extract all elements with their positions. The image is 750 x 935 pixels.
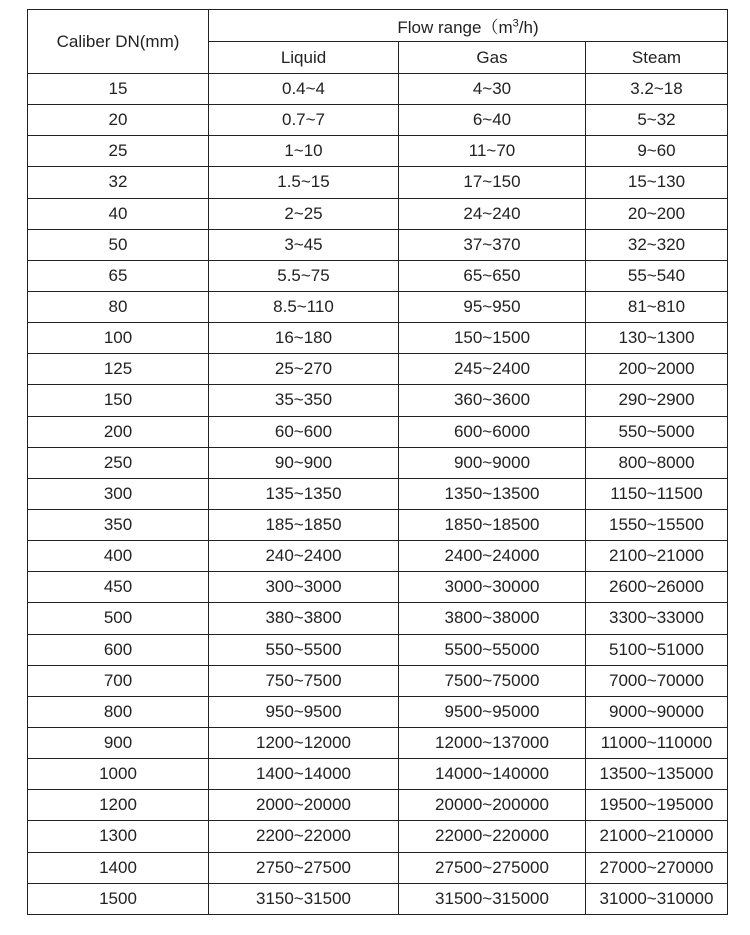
steam-cell: 55~540 bbox=[586, 260, 728, 291]
table-row bbox=[28, 572, 728, 603]
liquid-cell: 950~9500 bbox=[209, 696, 399, 727]
steam-cell: 9~60 bbox=[586, 136, 728, 167]
table-row bbox=[28, 821, 728, 852]
steam-cell: 13500~135000 bbox=[586, 759, 728, 790]
gas-cell: 37~370 bbox=[399, 229, 586, 260]
caliber-cell: 32 bbox=[28, 167, 209, 198]
flow-range-superscript: 3 bbox=[512, 17, 519, 30]
caliber-cell: 100 bbox=[28, 323, 209, 354]
liquid-header: Liquid bbox=[209, 42, 399, 74]
flow-range-table bbox=[27, 9, 728, 915]
steam-cell: 7000~70000 bbox=[586, 665, 728, 696]
table-row bbox=[28, 478, 728, 509]
gas-cell: 9500~95000 bbox=[399, 696, 586, 727]
gas-cell: 3000~30000 bbox=[399, 572, 586, 603]
gas-cell: 360~3600 bbox=[399, 385, 586, 416]
liquid-cell: 380~3800 bbox=[209, 603, 399, 634]
steam-cell: 3.2~18 bbox=[586, 74, 728, 105]
liquid-cell: 2000~20000 bbox=[209, 790, 399, 821]
gas-cell: 2400~24000 bbox=[399, 541, 586, 572]
steam-cell: 2600~26000 bbox=[586, 572, 728, 603]
steam-cell: 31000~310000 bbox=[586, 883, 728, 914]
table-row bbox=[28, 727, 728, 758]
caliber-cell: 50 bbox=[28, 229, 209, 260]
steam-cell: 15~130 bbox=[586, 167, 728, 198]
table-row bbox=[28, 354, 728, 385]
caliber-cell: 65 bbox=[28, 260, 209, 291]
liquid-cell: 3~45 bbox=[209, 229, 399, 260]
gas-cell: 3800~38000 bbox=[399, 603, 586, 634]
caliber-cell: 80 bbox=[28, 291, 209, 322]
liquid-cell: 0.4~4 bbox=[209, 74, 399, 105]
flow-range-header bbox=[209, 10, 728, 42]
gas-cell: 150~1500 bbox=[399, 323, 586, 354]
steam-cell: 19500~195000 bbox=[586, 790, 728, 821]
steam-cell: 550~5000 bbox=[586, 416, 728, 447]
table-row bbox=[28, 634, 728, 665]
caliber-cell: 450 bbox=[28, 572, 209, 603]
liquid-cell: 2200~22000 bbox=[209, 821, 399, 852]
liquid-cell: 5.5~75 bbox=[209, 260, 399, 291]
caliber-cell: 1400 bbox=[28, 852, 209, 883]
caliber-cell: 20 bbox=[28, 105, 209, 136]
table-row bbox=[28, 541, 728, 572]
liquid-cell: 1200~12000 bbox=[209, 727, 399, 758]
gas-cell: 900~9000 bbox=[399, 447, 586, 478]
caliber-cell: 15 bbox=[28, 74, 209, 105]
table-row bbox=[28, 852, 728, 883]
steam-cell: 3300~33000 bbox=[586, 603, 728, 634]
table-row bbox=[28, 790, 728, 821]
liquid-cell: 240~2400 bbox=[209, 541, 399, 572]
caliber-cell: 350 bbox=[28, 509, 209, 540]
liquid-cell: 185~1850 bbox=[209, 509, 399, 540]
caliber-cell: 1300 bbox=[28, 821, 209, 852]
caliber-cell: 600 bbox=[28, 634, 209, 665]
liquid-cell: 550~5500 bbox=[209, 634, 399, 665]
liquid-cell: 16~180 bbox=[209, 323, 399, 354]
table-row bbox=[28, 665, 728, 696]
gas-cell: 12000~137000 bbox=[399, 727, 586, 758]
table-row bbox=[28, 136, 728, 167]
gas-header: Gas bbox=[399, 42, 586, 74]
gas-cell: 6~40 bbox=[399, 105, 586, 136]
gas-cell: 27500~275000 bbox=[399, 852, 586, 883]
caliber-cell: 900 bbox=[28, 727, 209, 758]
steam-header: Steam bbox=[586, 42, 728, 74]
steam-cell: 9000~90000 bbox=[586, 696, 728, 727]
steam-cell: 20~200 bbox=[586, 198, 728, 229]
liquid-cell: 2~25 bbox=[209, 198, 399, 229]
gas-cell: 11~70 bbox=[399, 136, 586, 167]
steam-cell: 130~1300 bbox=[586, 323, 728, 354]
caliber-header: Caliber DN(mm) bbox=[28, 10, 209, 74]
gas-cell: 1850~18500 bbox=[399, 509, 586, 540]
caliber-cell: 400 bbox=[28, 541, 209, 572]
gas-cell: 4~30 bbox=[399, 74, 586, 105]
steam-cell: 1550~15500 bbox=[586, 509, 728, 540]
table-row bbox=[28, 883, 728, 914]
table-row bbox=[28, 198, 728, 229]
caliber-cell: 300 bbox=[28, 478, 209, 509]
caliber-cell: 200 bbox=[28, 416, 209, 447]
caliber-cell: 500 bbox=[28, 603, 209, 634]
steam-cell: 1150~11500 bbox=[586, 478, 728, 509]
gas-cell: 245~2400 bbox=[399, 354, 586, 385]
liquid-cell: 135~1350 bbox=[209, 478, 399, 509]
steam-cell: 290~2900 bbox=[586, 385, 728, 416]
table-row bbox=[28, 416, 728, 447]
liquid-cell: 8.5~110 bbox=[209, 291, 399, 322]
header-row-1 bbox=[28, 10, 728, 42]
gas-cell: 17~150 bbox=[399, 167, 586, 198]
flow-range-prefix: Flow range（m bbox=[397, 18, 513, 37]
gas-cell: 22000~220000 bbox=[399, 821, 586, 852]
steam-cell: 27000~270000 bbox=[586, 852, 728, 883]
caliber-cell: 150 bbox=[28, 385, 209, 416]
caliber-cell: 1500 bbox=[28, 883, 209, 914]
steam-cell: 21000~210000 bbox=[586, 821, 728, 852]
gas-cell: 1350~13500 bbox=[399, 478, 586, 509]
table-row bbox=[28, 603, 728, 634]
table-row bbox=[28, 323, 728, 354]
liquid-cell: 25~270 bbox=[209, 354, 399, 385]
liquid-cell: 750~7500 bbox=[209, 665, 399, 696]
caliber-cell: 40 bbox=[28, 198, 209, 229]
liquid-cell: 300~3000 bbox=[209, 572, 399, 603]
gas-cell: 31500~315000 bbox=[399, 883, 586, 914]
table-row bbox=[28, 291, 728, 322]
liquid-cell: 3150~31500 bbox=[209, 883, 399, 914]
caliber-cell: 1200 bbox=[28, 790, 209, 821]
steam-cell: 5~32 bbox=[586, 105, 728, 136]
table-row bbox=[28, 167, 728, 198]
flow-range-suffix: /h) bbox=[518, 18, 539, 37]
liquid-cell: 1~10 bbox=[209, 136, 399, 167]
liquid-cell: 90~900 bbox=[209, 447, 399, 478]
gas-cell: 20000~200000 bbox=[399, 790, 586, 821]
table-body bbox=[28, 74, 728, 915]
gas-cell: 65~650 bbox=[399, 260, 586, 291]
liquid-cell: 0.7~7 bbox=[209, 105, 399, 136]
liquid-cell: 35~350 bbox=[209, 385, 399, 416]
steam-cell: 2100~21000 bbox=[586, 541, 728, 572]
caliber-cell: 1000 bbox=[28, 759, 209, 790]
table-row bbox=[28, 105, 728, 136]
steam-cell: 800~8000 bbox=[586, 447, 728, 478]
caliber-cell: 125 bbox=[28, 354, 209, 385]
steam-cell: 5100~51000 bbox=[586, 634, 728, 665]
table-row bbox=[28, 74, 728, 105]
gas-cell: 95~950 bbox=[399, 291, 586, 322]
caliber-cell: 250 bbox=[28, 447, 209, 478]
steam-cell: 81~810 bbox=[586, 291, 728, 322]
table-row bbox=[28, 509, 728, 540]
caliber-cell: 700 bbox=[28, 665, 209, 696]
gas-cell: 14000~140000 bbox=[399, 759, 586, 790]
gas-cell: 5500~55000 bbox=[399, 634, 586, 665]
liquid-cell: 1.5~15 bbox=[209, 167, 399, 198]
steam-cell: 200~2000 bbox=[586, 354, 728, 385]
table-row bbox=[28, 696, 728, 727]
gas-cell: 600~6000 bbox=[399, 416, 586, 447]
liquid-cell: 60~600 bbox=[209, 416, 399, 447]
liquid-cell: 2750~27500 bbox=[209, 852, 399, 883]
steam-cell: 11000~110000 bbox=[586, 727, 728, 758]
table-row bbox=[28, 229, 728, 260]
table-row bbox=[28, 759, 728, 790]
caliber-cell: 800 bbox=[28, 696, 209, 727]
caliber-cell: 25 bbox=[28, 136, 209, 167]
gas-cell: 7500~75000 bbox=[399, 665, 586, 696]
steam-cell: 32~320 bbox=[586, 229, 728, 260]
liquid-cell: 1400~14000 bbox=[209, 759, 399, 790]
table-row bbox=[28, 260, 728, 291]
table-row bbox=[28, 447, 728, 478]
table-row bbox=[28, 385, 728, 416]
gas-cell: 24~240 bbox=[399, 198, 586, 229]
